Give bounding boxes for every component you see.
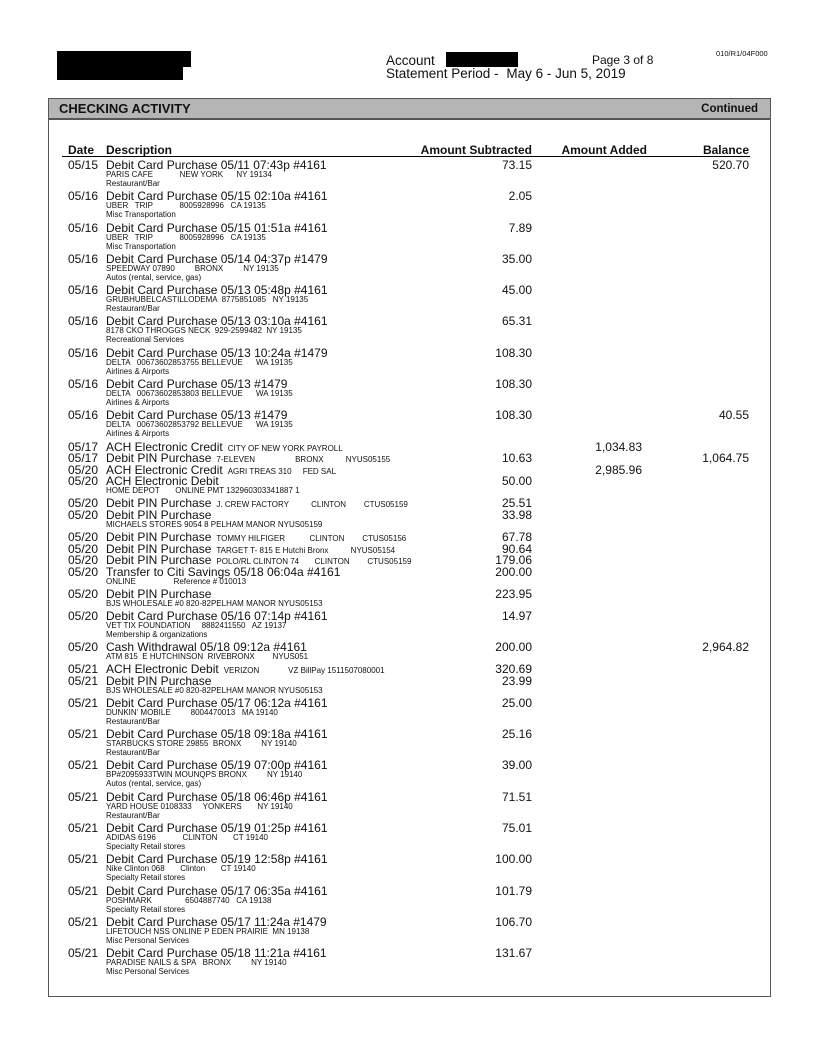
transaction-merchant-line: GRUBHUBELCASTILLODEMA 8775851085 NY 19135 bbox=[106, 295, 309, 305]
transaction-row bbox=[49, 221, 770, 252]
amount-subtracted: 320.69 bbox=[495, 662, 532, 677]
transaction-date: 05/21 bbox=[68, 946, 99, 961]
transaction-description-main: Debit Card Purchase 05/13 05:48p #4161 bbox=[106, 283, 328, 298]
transaction-category: Restaurant/Bar bbox=[106, 304, 160, 314]
amount-subtracted: 108.30 bbox=[495, 377, 532, 392]
amount-subtracted: 33.98 bbox=[501, 508, 532, 523]
transaction-row bbox=[49, 451, 770, 466]
transaction-merchant-line: Nike Clinton 068 Clinton CT 19140 bbox=[106, 864, 256, 874]
continued-label: Continued bbox=[701, 103, 758, 115]
transaction-row bbox=[49, 474, 770, 496]
transaction-category: Specialty Retail stores bbox=[106, 873, 186, 883]
transaction-description-main: Debit Card Purchase 05/14 04:37p #1479 bbox=[106, 251, 328, 266]
transaction-row bbox=[49, 346, 770, 377]
transaction-description-main: Debit PIN Purchase bbox=[106, 586, 212, 601]
transaction-row bbox=[49, 508, 770, 530]
amount-subtracted: 200.00 bbox=[495, 640, 532, 655]
transaction-merchant-line: ONLINE Reference # 010013 bbox=[106, 576, 247, 586]
transaction-category: Autos (rental, service, gas) bbox=[106, 272, 202, 282]
transaction-merchant-line: ATM 815 E HUTCHINSON RIVEBRONX NYUS051 bbox=[106, 652, 309, 662]
transaction-date: 05/21 bbox=[68, 789, 99, 804]
transaction-date: 05/20 bbox=[68, 564, 99, 579]
transaction-date: 05/20 bbox=[68, 541, 99, 556]
transaction-merchant-detail: VERIZON VZ BillPay 1511507080001 bbox=[223, 666, 385, 676]
amount-subtracted: 23.99 bbox=[501, 673, 532, 688]
transaction-description-main: Debit Card Purchase 05/13 #1479 bbox=[106, 377, 288, 392]
transaction-merchant-line: MICHAELS STORES 9054 8 PELHAM MANOR NYUS05159 bbox=[106, 520, 323, 530]
transaction-description-main: ACH Electronic Debit bbox=[106, 662, 219, 677]
col-header-amount-added: Amount Added bbox=[561, 143, 647, 157]
transaction-date: 05/16 bbox=[68, 314, 99, 329]
transaction-description-main: Transfer to Citi Savings 05/18 06:04a #4161 bbox=[106, 564, 341, 579]
transaction-date: 05/20 bbox=[68, 586, 99, 601]
amount-subtracted: 25.16 bbox=[501, 727, 532, 742]
section-header-bar bbox=[49, 99, 770, 119]
transaction-row bbox=[49, 283, 770, 314]
transaction-row bbox=[49, 463, 770, 475]
transaction-list bbox=[49, 158, 770, 977]
transaction-merchant-line: HOME DEPOT ONLINE PMT 132960303341887 1 bbox=[106, 486, 300, 496]
transaction-description-main: Debit Card Purchase 05/18 09:18a #4161 bbox=[106, 727, 328, 742]
transaction-date: 05/21 bbox=[68, 852, 99, 867]
transaction-description-main: Debit Card Purchase 05/19 12:58p #4161 bbox=[106, 852, 328, 867]
account-label: Account bbox=[386, 53, 435, 68]
transaction-category: Misc Transportation bbox=[106, 241, 176, 251]
transaction-merchant-detail: AGRI TREAS 310 FED SAL bbox=[227, 466, 337, 476]
amount-subtracted: 108.30 bbox=[495, 408, 532, 423]
transaction-category: Misc Personal Services bbox=[106, 967, 190, 977]
transaction-description-main: Debit Card Purchase 05/11 07:43p #4161 bbox=[106, 158, 327, 172]
amount-added: 1,034.83 bbox=[595, 439, 642, 454]
transaction-date: 05/20 bbox=[68, 608, 99, 623]
redacted-name-block-top bbox=[57, 51, 191, 67]
transaction-merchant-detail: CITY OF NEW YORK PAYROLL bbox=[227, 443, 343, 453]
transaction-description-main: Debit PIN Purchase bbox=[106, 673, 212, 688]
transaction-row bbox=[49, 946, 770, 977]
transaction-row bbox=[49, 553, 770, 568]
amount-subtracted: 106.70 bbox=[495, 914, 532, 929]
amount-subtracted: 200.00 bbox=[495, 564, 532, 579]
transaction-category: Membership & organizations bbox=[106, 629, 208, 639]
transaction-date: 05/16 bbox=[68, 377, 99, 392]
transaction-merchant-detail: TOMMY HILFIGER CLINTON CTUS05156 bbox=[216, 534, 407, 544]
redacted-account-number bbox=[446, 52, 518, 67]
transaction-category: Restaurant/Bar bbox=[106, 716, 160, 726]
col-header-date: Date bbox=[68, 143, 95, 157]
checking-activity-section bbox=[48, 98, 771, 997]
transaction-merchant-detail: 7-ELEVEN BRONX NYUS05155 bbox=[216, 455, 391, 465]
transaction-description-main: Cash Withdrawal 05/18 09:12a #4161 bbox=[106, 640, 307, 655]
transaction-merchant-line: BJS WHOLESALE #0 820-82PELHAM MANOR NYUS05153 bbox=[106, 685, 323, 695]
transaction-merchant-line: STARBUCKS STORE 29855 BRONX NY 19140 bbox=[106, 739, 297, 749]
transaction-row bbox=[49, 821, 770, 852]
transaction-description-main: Debit Card Purchase 05/18 06:46p #4161 bbox=[106, 789, 328, 804]
transaction-description-main: Debit Card Purchase 05/15 01:51a #4161 bbox=[106, 220, 328, 235]
amount-subtracted: 101.79 bbox=[495, 883, 532, 898]
transaction-row bbox=[49, 727, 770, 758]
transaction-date: 05/15 bbox=[68, 158, 99, 172]
transaction-date: 05/21 bbox=[68, 820, 99, 835]
transaction-row bbox=[49, 542, 770, 554]
transaction-description-main: Debit Card Purchase 05/18 11:21a #4161 bbox=[106, 946, 327, 961]
running-balance: 40.55 bbox=[718, 408, 749, 423]
amount-subtracted: 35.00 bbox=[501, 251, 532, 266]
transaction-row bbox=[49, 158, 770, 189]
transaction-row bbox=[49, 696, 770, 727]
transaction-merchant-detail: POLO/RL CLINTON 74 CLINTON CTUS05159 bbox=[216, 557, 412, 567]
transaction-description-main: Debit PIN Purchase bbox=[106, 496, 212, 511]
transaction-description-main: Debit Card Purchase 05/17 06:35a #4161 bbox=[106, 883, 328, 898]
transaction-row bbox=[49, 915, 770, 946]
transaction-row bbox=[49, 440, 770, 452]
transaction-description-main: Debit PIN Purchase bbox=[106, 508, 212, 523]
amount-subtracted: 100.00 bbox=[495, 852, 532, 867]
transaction-description-main: Debit Card Purchase 05/15 02:10a #4161 bbox=[106, 189, 328, 204]
amount-subtracted: 131.67 bbox=[495, 946, 532, 961]
section-divider bbox=[49, 119, 770, 120]
transaction-description-main: Debit Card Purchase 05/19 01:25p #4161 bbox=[106, 820, 328, 835]
amount-subtracted: 75.01 bbox=[501, 820, 532, 835]
transaction-date: 05/21 bbox=[68, 727, 99, 742]
transaction-category: Airlines & Airports bbox=[106, 429, 170, 439]
col-header-description: Description bbox=[106, 143, 173, 157]
amount-subtracted: 71.51 bbox=[501, 789, 532, 804]
transaction-date: 05/16 bbox=[68, 283, 99, 298]
transaction-category: Misc Transportation bbox=[106, 210, 176, 220]
transaction-date: 05/20 bbox=[68, 508, 99, 523]
statement-period-value: May 6 - Jun 5, 2019 bbox=[506, 66, 626, 81]
transaction-description-main: Debit PIN Purchase bbox=[106, 541, 212, 556]
transaction-merchant-line: LIFETOUCH NSS ONLINE P EDEN PRAIRIE MN 19138 bbox=[106, 926, 310, 936]
transaction-row bbox=[49, 674, 770, 696]
transaction-row bbox=[49, 609, 770, 640]
transaction-row bbox=[49, 852, 770, 883]
transaction-description-main: ACH Electronic Credit bbox=[106, 439, 223, 454]
transaction-date: 05/17 bbox=[68, 451, 99, 466]
transaction-merchant-line: DELTA 00673602853755 BELLEVUE WA 19135 bbox=[106, 357, 293, 367]
statement-period bbox=[386, 66, 626, 81]
transaction-merchant-line: VET TIX FOUNDATION 8882411550 AZ 19137 bbox=[106, 620, 287, 630]
transaction-description-main: Debit Card Purchase 05/13 10:24a #1479 bbox=[106, 345, 328, 360]
running-balance: 1,064.75 bbox=[702, 451, 749, 466]
running-balance: 2,964.82 bbox=[702, 640, 749, 655]
transaction-description-main: Debit Card Purchase 05/19 07:00p #4161 bbox=[106, 758, 328, 773]
transaction-description-main: Debit PIN Purchase bbox=[106, 553, 212, 568]
transaction-date: 05/17 bbox=[68, 439, 99, 454]
column-header-rule bbox=[62, 156, 750, 157]
amount-subtracted: 10.63 bbox=[501, 451, 532, 466]
transaction-category: Specialty Retail stores bbox=[106, 904, 186, 914]
transaction-category: Autos (rental, service, gas) bbox=[106, 779, 202, 789]
amount-subtracted: 50.00 bbox=[501, 474, 532, 489]
transaction-merchant-detail: TARGET T- 815 E Hutchi Bronx NYUS05154 bbox=[216, 545, 396, 555]
transaction-row bbox=[49, 790, 770, 821]
transaction-row bbox=[49, 314, 770, 345]
transaction-merchant-line: DELTA 00673602853803 BELLEVUE WA 19135 bbox=[106, 389, 293, 399]
amount-subtracted: 65.31 bbox=[501, 314, 532, 329]
amount-subtracted: 179.06 bbox=[495, 553, 532, 568]
amount-subtracted: 73.15 bbox=[501, 158, 532, 172]
transaction-row bbox=[49, 530, 770, 545]
transaction-merchant-line: BP#2095933TWIN MOUNQPS BRONX NY 19140 bbox=[106, 770, 303, 780]
transaction-category: Recreational Services bbox=[106, 335, 184, 345]
transaction-date: 05/16 bbox=[68, 408, 99, 423]
amount-subtracted: 25.00 bbox=[501, 695, 532, 710]
transaction-row bbox=[49, 884, 770, 915]
transaction-merchant-line: POSHMARK 6504887740 CA 19138 bbox=[106, 895, 272, 905]
col-header-amount-subtracted: Amount Subtracted bbox=[420, 143, 532, 157]
amount-subtracted: 2.05 bbox=[508, 189, 532, 204]
transaction-description-main: ACH Electronic Credit bbox=[106, 462, 223, 477]
transaction-date: 05/16 bbox=[68, 345, 99, 360]
transaction-row bbox=[49, 565, 770, 587]
transaction-row bbox=[49, 640, 770, 662]
transaction-date: 05/20 bbox=[68, 553, 99, 568]
transaction-date: 05/16 bbox=[68, 189, 99, 204]
transaction-description-main: Debit PIN Purchase bbox=[106, 451, 212, 466]
transaction-date: 05/16 bbox=[68, 220, 99, 235]
transaction-merchant-line: DELTA 00673602853792 BELLEVUE WA 19135 bbox=[106, 420, 293, 430]
amount-subtracted: 25.51 bbox=[501, 496, 532, 511]
amount-subtracted: 7.89 bbox=[508, 220, 532, 235]
transaction-date: 05/21 bbox=[68, 695, 99, 710]
transaction-row bbox=[49, 252, 770, 283]
transaction-row bbox=[49, 758, 770, 789]
transaction-category: Airlines & Airports bbox=[106, 366, 170, 376]
transaction-category: Specialty Retail stores bbox=[106, 841, 186, 851]
transaction-date: 05/21 bbox=[68, 662, 99, 677]
statement-period-label: Statement Period - bbox=[386, 66, 499, 81]
transaction-date: 05/21 bbox=[68, 914, 99, 929]
transaction-date: 05/21 bbox=[68, 758, 99, 773]
transaction-merchant-detail: J. CREW FACTORY CLINTON CTUS05159 bbox=[216, 500, 408, 510]
col-header-balance: Balance bbox=[702, 143, 749, 157]
transaction-date: 05/20 bbox=[68, 640, 99, 655]
transaction-merchant-line: ADIDAS 6196 CLINTON CT 19140 bbox=[106, 832, 268, 842]
amount-subtracted: 45.00 bbox=[501, 283, 532, 298]
transaction-description-main: Debit PIN Purchase bbox=[106, 530, 212, 545]
transaction-merchant-line: PARADISE NAILS & SPA BRONX NY 19140 bbox=[106, 958, 287, 968]
transaction-description-main: ACH Electronic Debit bbox=[106, 474, 219, 489]
transaction-category: Misc Personal Services bbox=[106, 935, 190, 945]
transaction-category: Restaurant/Bar bbox=[106, 810, 160, 820]
amount-subtracted: 108.30 bbox=[495, 345, 532, 360]
transaction-date: 05/20 bbox=[68, 462, 99, 477]
amount-added: 2,985.96 bbox=[595, 462, 642, 477]
transaction-merchant-line: PARIS CAFE NEW YORK NY 19134 bbox=[106, 170, 272, 179]
transaction-date: 05/16 bbox=[68, 251, 99, 266]
amount-subtracted: 39.00 bbox=[501, 758, 532, 773]
section-title: CHECKING ACTIVITY bbox=[59, 101, 191, 116]
amount-subtracted: 90.64 bbox=[501, 541, 532, 556]
transaction-description-main: Debit Card Purchase 05/17 11:24a #1479 bbox=[106, 914, 327, 929]
transaction-description-main: Debit Card Purchase 05/13 #1479 bbox=[106, 408, 288, 423]
transaction-row bbox=[49, 408, 770, 439]
transaction-row bbox=[49, 377, 770, 408]
transaction-merchant-line: UBER TRIP 8005928996 CA 19135 bbox=[106, 201, 266, 211]
transaction-date: 05/20 bbox=[68, 530, 99, 545]
transaction-merchant-line: BJS WHOLESALE #0 820-82PELHAM MANOR NYUS05153 bbox=[106, 598, 323, 608]
transaction-merchant-line: YARD HOUSE 0108333 YONKERS NY 19140 bbox=[106, 801, 293, 811]
transaction-row bbox=[49, 496, 770, 511]
transaction-category: Restaurant/Bar bbox=[106, 748, 160, 758]
transaction-date: 05/21 bbox=[68, 673, 99, 688]
transaction-description-main: Debit Card Purchase 05/16 07:14p #4161 bbox=[106, 608, 328, 623]
form-code: 010/R1/04F000 bbox=[716, 49, 768, 58]
transaction-merchant-line: SPEEDWAY 07890 BRONX NY 19135 bbox=[106, 263, 279, 273]
running-balance: 520.70 bbox=[712, 158, 749, 172]
transaction-date: 05/20 bbox=[68, 496, 99, 511]
transaction-category: Restaurant/Bar bbox=[106, 179, 160, 188]
transaction-description-main: Debit Card Purchase 05/13 03:10a #4161 bbox=[106, 314, 328, 329]
redacted-name-block-bottom bbox=[57, 67, 183, 80]
transaction-date: 05/21 bbox=[68, 883, 99, 898]
transaction-date: 05/20 bbox=[68, 474, 99, 489]
transaction-merchant-line: 8178 CKO THROGGS NECK 929-2599482 NY 19135 bbox=[106, 326, 302, 336]
transaction-merchant-line: UBER TRIP 8005928996 CA 19135 bbox=[106, 232, 266, 242]
amount-subtracted: 223.95 bbox=[495, 586, 532, 601]
transaction-row bbox=[49, 662, 770, 677]
amount-subtracted: 67.78 bbox=[501, 530, 532, 545]
transaction-row bbox=[49, 189, 770, 220]
transaction-description-main: Debit Card Purchase 05/17 06:12a #4161 bbox=[106, 695, 328, 710]
page-number: Page 3 of 8 bbox=[592, 53, 654, 67]
transaction-merchant-line: DUNKIN' MOBILE 8004470013 MA 19140 bbox=[106, 707, 278, 717]
amount-subtracted: 14.97 bbox=[501, 608, 532, 623]
transaction-category: Airlines & Airports bbox=[106, 398, 170, 408]
transaction-row bbox=[49, 587, 770, 609]
